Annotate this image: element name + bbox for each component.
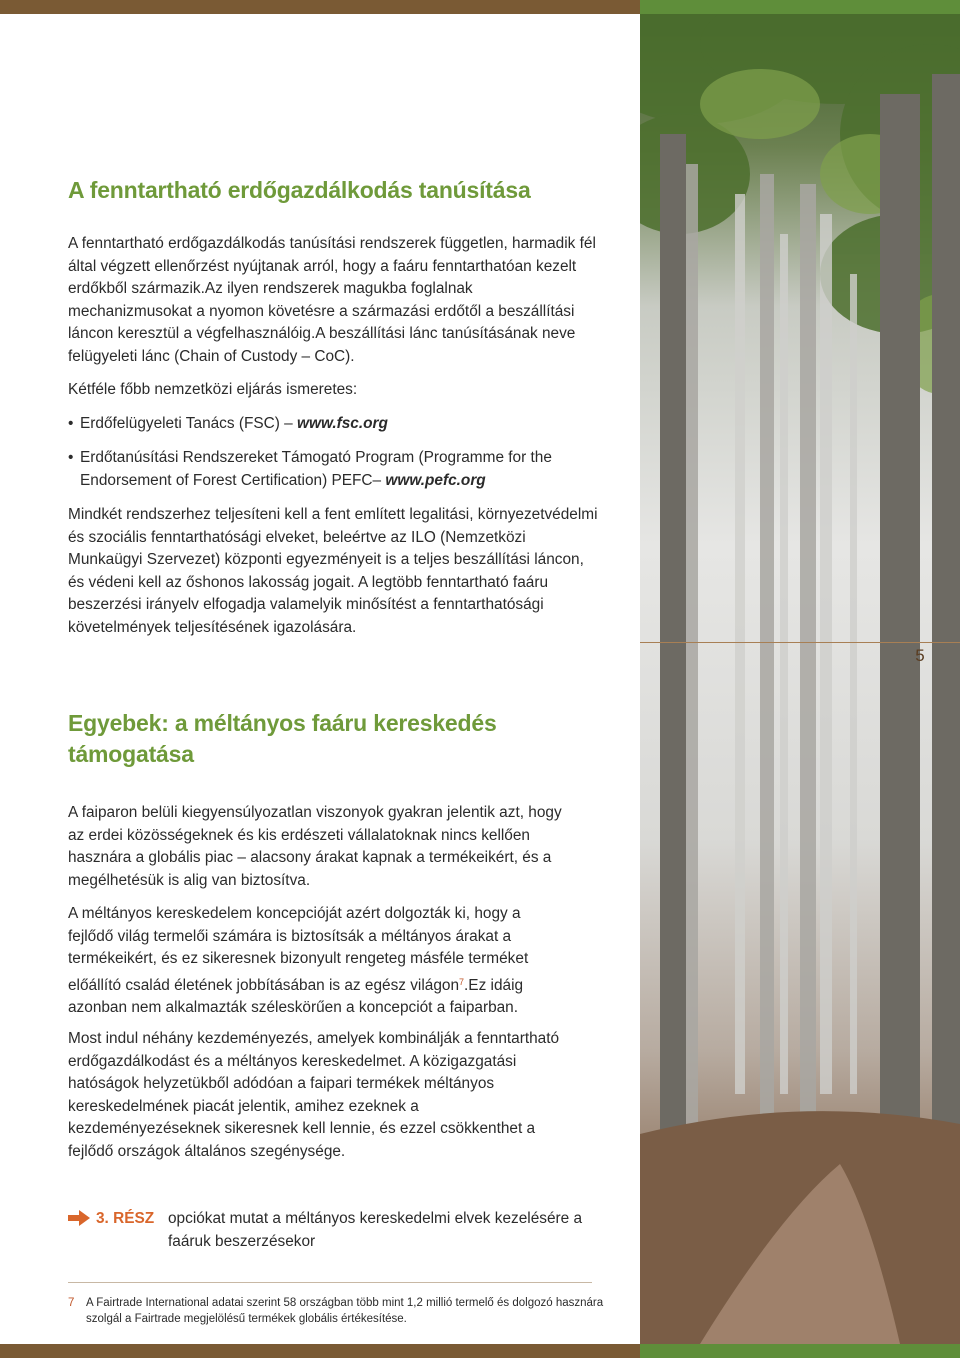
section1-intro: Kétféle főbb nemzetközi eljárás ismeretes: (68, 381, 358, 398)
bullet-dot: • (68, 449, 74, 466)
section2-paragraph2-tail: .Ez idáig azonban nem alkalmazták széleskörűen a koncepciót a faiparban. (68, 976, 524, 1016)
footnote-rule (68, 1282, 592, 1283)
page-number: 5 (915, 646, 925, 665)
footnote-number: 7 (68, 1297, 75, 1309)
top-green-bar (640, 0, 960, 14)
section2-heading-line2: támogatása (68, 741, 194, 767)
pefc-link[interactable]: www.pefc.org (385, 471, 486, 489)
section2-paragraph3: Most indul néhány kezdeményezés, amelyek kombinálják a fenntartható erdőgazdálkodást és a méltányos kereskedelmet. A közigazgatási hatóságok helyzetükből adódóan a faipari termékek méltányos kereskedelmének piacát jelentik, amihez ezeknek a kezdeményezéseknek sikeresnek kell lennie, és ezzel csökkenthet a fejlődő országok általános szegénysége. (68, 1030, 560, 1160)
section2-heading-line1: Egyebek: a méltányos faáru kereskedés (68, 710, 497, 736)
callout-text: opciókat mutat a méltányos kereskedelmi elvek kezelésére a faáruk beszerzésekor (168, 1210, 583, 1250)
section1-heading: A fenntartható erdőgazdálkodás tanúsítása (68, 177, 531, 203)
arrow-right-icon (68, 1210, 90, 1226)
part-reference: 3. RÉSZ (96, 1210, 155, 1227)
footnote-text: A Fairtrade International adatai szerint 58 országban több mint 1,2 millió termelő és dolgozó hasznára szolgál a Fairtrade megjelölésű termékek globális értékesítése. (86, 1297, 604, 1325)
bullet-dot: • (68, 415, 74, 432)
top-brown-bar (0, 0, 640, 14)
fsc-link[interactable]: www.fsc.org (297, 415, 388, 432)
forest-photo (640, 14, 960, 1344)
bullet-pefc-text: Erdőtanúsítási Rendszereket Támogató Program (Programme for the Endorsement of Forest Certification) PEFC– (80, 449, 552, 489)
forest-illustration (640, 14, 960, 1344)
section1-paragraph2: Mindkét rendszerhez teljesíteni kell a fent említett legalitási, környezetvédelmi és szociális fenntarthatósági elveket, beleértve az ILO (Nemzetközi Munkaügyi Szervezet) központi egyezményeit is a teljes beszállítási láncon, és védeni kell az őshonos lakosság jogait. A legtöbb fenntartható faáru beszerzési irányelv elfogadja valamelyik minősítést a fenntarthatósági követelmények teljesítésének igazolására. (68, 506, 598, 636)
bottom-green-bar (640, 1344, 960, 1358)
section2-heading (68, 708, 568, 770)
section1-paragraph1: A fenntartható erdőgazdálkodás tanúsítási rendszerek független, harmadik fél által végzett ellenőrzést nyújtanak arról, hogy a faáru fenntarthatóan kezelt erdőkből származik.Az ilyen rendszerek magukba foglalnak mechanizmusokat a nyomon követésre a származási erdőtől a beszállítási láncon keresztül a végfelhasználóig.A beszállítási lánc tanúsításának neve felügyeleti lánc (Chain of Custody – CoC). (68, 235, 596, 365)
section2-paragraph2-text: A méltányos kereskedelem koncepcióját azért dolgozták ki, hogy a fejlődő világ termelői számára is biztosítsák a méltányos árakat a termékeikért, és ez sikeresnek bizonyult rengeteg másféle terméket előállító család életének jobbításában is az egész világon (68, 905, 529, 994)
page-number-rule (640, 642, 960, 643)
bottom-brown-bar (0, 1344, 640, 1358)
section2-paragraph1: A faiparon belüli kiegyensúlyozatlan viszonyok gyakran jelentik azt, hogy az erdei közösségeknek és kis erdészeti vállalatoknak nincs kellően hasznára a globális piac – alacsony árakat kapnak a termékeikért, és a megélhetésük is alig van biztosítva. (68, 804, 562, 889)
bullet-fsc-text: Erdőfelügyeleti Tanács (FSC) – (80, 415, 297, 432)
footnote-ref: 7 (459, 976, 465, 987)
section2-paragraph2 (68, 903, 563, 1020)
